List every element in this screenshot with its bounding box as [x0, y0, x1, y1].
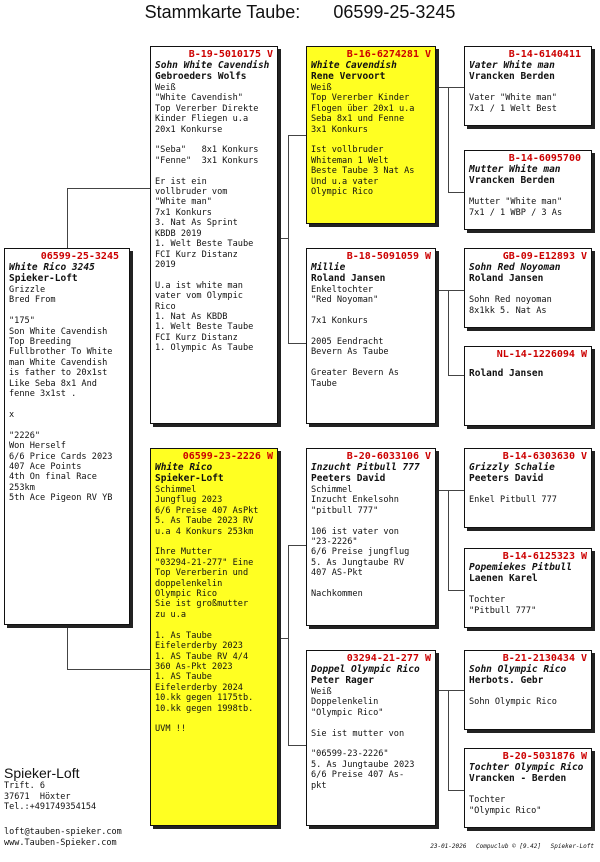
pigeon-name: Inzucht Pitbull 777 — [311, 462, 420, 473]
owner-name: Herbots. Gebr — [469, 675, 544, 686]
pigeon-card-father[interactable] — [150, 46, 278, 424]
sex-marker: V — [580, 451, 587, 462]
ring-number: B-14-6095700 — [508, 153, 581, 164]
ring-number: B-19-5010175 — [188, 49, 261, 60]
pigeon-name: Millie — [311, 262, 346, 273]
ring-number: 06599-23-2226 — [182, 451, 261, 462]
pigeon-card-ff[interactable] — [306, 46, 436, 224]
owner-name: Vrancken Berden — [469, 71, 555, 82]
owner-name: Laenen Karel — [469, 573, 538, 584]
owner-name: Roland Jansen — [469, 368, 544, 379]
connector — [448, 590, 464, 591]
ring-number: B-18-5091059 — [346, 251, 419, 262]
pigeon-name: Grizzly Schalie — [469, 462, 555, 473]
owner-name: Rene Vervoort — [311, 71, 386, 82]
owner-name: Peeters David — [469, 473, 544, 484]
ring-number: GB-09-E12893 — [502, 251, 575, 262]
pigeon-card-subject[interactable] — [4, 248, 130, 625]
connector — [67, 188, 68, 248]
owner-name: Vrancken - Berden — [469, 773, 567, 784]
sex-marker: V — [266, 49, 273, 60]
pigeon-notes: Mutter "White man" 7x1 / 1 WBP / 3 As — [469, 197, 563, 218]
owner-name: Roland Jansen — [311, 273, 386, 284]
ring-number: B-14-6125323 — [502, 551, 575, 562]
sex-marker: W — [580, 751, 587, 762]
pigeon-name: White Cavendish — [311, 60, 397, 71]
pigeon-name: Popemiekes Pitbull — [469, 562, 572, 573]
connector — [67, 669, 150, 670]
pigeon-notes: Tochter "Pitbull 777" — [469, 595, 537, 616]
title-ring: 06599-25-3245 — [333, 2, 456, 22]
ring-number: NL-14-1226094 — [496, 349, 575, 360]
connector — [448, 87, 464, 88]
pigeon-card-fm[interactable] — [306, 248, 436, 424]
connector — [448, 790, 464, 791]
connector — [288, 745, 306, 746]
pigeon-notes: Enkeltochter "Red Noyoman" 7x1 Konkurs 2005 Eendracht Bevern As Taube Greater Bevern As Taube — [311, 285, 399, 389]
connector — [278, 238, 288, 239]
pigeon-card-mfm[interactable] — [464, 548, 592, 628]
pigeon-card-fmf[interactable] — [464, 248, 592, 328]
owner-name: Gebroeders Wolfs — [155, 71, 247, 82]
ring-number: 06599-25-3245 — [40, 251, 119, 262]
software-label: Compuclub © [9.42] — [475, 843, 542, 850]
connector — [436, 690, 448, 691]
connector — [436, 490, 448, 491]
pigeon-card-mother[interactable] — [150, 448, 278, 826]
sex-marker: W — [424, 251, 431, 262]
pigeon-name: White Rico 3245 — [9, 262, 95, 273]
printer-name: Spieker-Loft — [550, 843, 594, 850]
pigeon-notes: Weiß "White Cavendish" Top Vererber Direkte Kinder Fliegen u.a 20x1 Konkurse "Seba" 8x1 Konkurs "Fenne" 3x1 Konkurs Er ist ein vollbruder vom "White man" 7x1 Konkurs 3. Nat As Sprint KBDB 2019 1. Welt Beste Taube FCI Kurz Distanz 2019 U.a ist white man vater vom Olympic Rico 1. Nat As KBDB 1. Welt Beste Taube FCI Kurz Distanz 1. Olympic As Taube — [155, 83, 259, 354]
connector — [448, 375, 464, 376]
pigeon-notes: Weiß Top Vererber Kinder Flogen über 20x1 u.a Seba 8x1 und Fenne 3x1 Konkurs Ist vollbruder Whiteman 1 Welt Beste Taube 3 Nat As Und u.a vater Olympic Rico — [311, 83, 415, 198]
loft-contact: loft@tauben-spieker.com www.Tauben-Spieker.com — [4, 827, 122, 848]
owner-name: Roland Jansen — [469, 273, 544, 284]
pigeon-name: Sohn Olympic Rico — [469, 664, 567, 675]
pigeon-card-mmm[interactable] — [464, 748, 592, 828]
sex-marker: V — [580, 653, 587, 664]
connector — [288, 545, 289, 745]
connector — [288, 343, 306, 344]
pigeon-card-ffm[interactable] — [464, 150, 592, 230]
pigeon-name: Tochter Olympic Rico — [469, 762, 584, 773]
pigeon-name: Doppel Olympic Rico — [311, 664, 420, 675]
connector — [288, 135, 289, 343]
ring-number: B-20-6033106 — [346, 451, 419, 462]
pigeon-notes: Grizzle Bred From "175" Son White Cavendish Top Breeding Fullbrother To White man White Cavendish is father to 20x1st Like Seba 8x1 And fenne 3x1st . x "2226" Won Herself 6/6 Price Cards 2023 407 Ace Points 4th On final Race 253km 5th Ace Pigeon RV YB — [9, 285, 113, 504]
connector — [436, 87, 448, 88]
connector — [67, 188, 150, 189]
pigeon-name: White Rico — [155, 462, 213, 473]
connector — [448, 192, 464, 193]
connector — [448, 290, 449, 375]
connector — [448, 490, 464, 491]
sex-marker: W — [424, 653, 431, 664]
sex-marker: V — [580, 251, 587, 262]
loft-address: Trift. 6 37671 Höxter Tel.:+491749354154 — [4, 781, 97, 812]
ring-number: B-16-6274281 — [346, 49, 419, 60]
page-title — [0, 2, 600, 23]
pigeon-notes: Sohn Olympic Rico — [469, 697, 557, 708]
connector — [288, 545, 306, 546]
pigeon-card-mff[interactable] — [464, 448, 592, 528]
pigeon-notes: Weiß Doppelenkelin "Olympic Rico" Sie ist mutter von "06599-23-2226" 5. As Jungtaube 2023 6/6 Preise 407 As- pkt — [311, 687, 415, 791]
pigeon-name: Mutter White man — [469, 164, 561, 175]
ring-number: B-14-6140411 — [508, 49, 581, 60]
owner-name: Vrancken Berden — [469, 175, 555, 186]
connector — [288, 135, 306, 136]
connector — [448, 690, 464, 691]
connector — [448, 87, 449, 192]
ring-number: B-14-6303630 — [502, 451, 575, 462]
pigeon-notes: Tochter "Olympic Rico" — [469, 795, 542, 816]
pigeon-notes: Vater "White man" 7x1 / 1 Welt Best — [469, 93, 557, 114]
ring-number: B-20-5031876 — [502, 751, 575, 762]
sex-marker: W — [266, 451, 273, 462]
connector — [436, 290, 448, 291]
pigeon-notes: Enkel Pitbull 777 — [469, 495, 557, 506]
pigeon-name: Sohn Red Noyoman — [469, 262, 561, 273]
connector — [448, 490, 449, 590]
owner-name: Peter Rager — [311, 675, 374, 686]
pigeon-notes: Sohn Red noyoman 8x1kk 5. Nat As — [469, 295, 552, 316]
ring-number: B-21-2130434 — [502, 653, 575, 664]
sex-marker: V — [424, 451, 431, 462]
loft-name: Spieker-Loft — [4, 765, 80, 781]
pigeon-name: Sohn White Cavendish — [155, 60, 270, 71]
pigeon-notes: Schimmel Inzucht Enkelsohn "pitbull 777" 106 ist vater von "23-2226" 6/6 Preise jungflug 5. As Jungtaube RV 407 AS-Pkt Nachkommen — [311, 485, 410, 600]
connector — [67, 625, 68, 669]
pigeon-card-mm[interactable] — [306, 650, 436, 826]
sex-marker: W — [580, 551, 587, 562]
pigeon-card-fmm[interactable] — [464, 346, 592, 426]
connector — [278, 638, 288, 639]
ring-number: 03294-21-277 — [346, 653, 419, 664]
pigeon-card-mmf[interactable] — [464, 650, 592, 730]
connector — [448, 690, 449, 790]
pigeon-notes: Schimmel Jungflug 2023 6/6 Preise 407 AsPkt 5. As Taube 2023 RV u.a 4 Konkurs 253km Ihre Mutter "03294-21-277" Eine Top Vererberin und doppelenkelin Olympic Rico Sie ist großmutter zu u.a 1. As Taube Eifelerderby 2023 1. AS Taube RV 4/4 360 As-Pkt 2023 1. AS Taube Eifelerderby 2024 10.kk gegen 1175tb. 10.kk gegen 1998tb. UVM !! — [155, 485, 259, 735]
owner-name: Spieker-Loft — [9, 273, 78, 284]
owner-name: Peeters David — [311, 473, 386, 484]
pigeon-name: Vater White man — [469, 60, 555, 71]
sex-marker: W — [580, 349, 587, 360]
print-info — [424, 843, 594, 850]
owner-name: Spieker-Loft — [155, 473, 224, 484]
title-label: Stammkarte Taube: — [144, 2, 301, 22]
connector — [448, 290, 464, 291]
print-date: 23-01-2026 — [430, 843, 467, 850]
pigeon-card-fff[interactable] — [464, 46, 592, 126]
pigeon-card-mf[interactable] — [306, 448, 436, 626]
sex-marker: V — [424, 49, 431, 60]
